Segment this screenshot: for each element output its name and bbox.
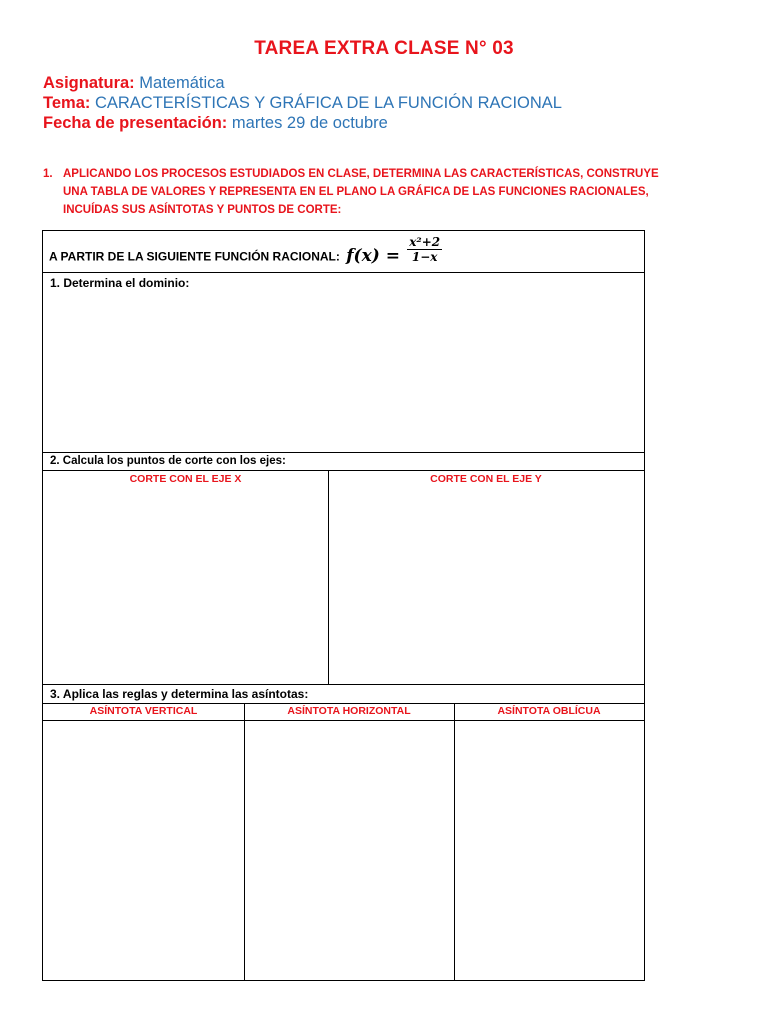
asymptotes-subheader-row — [43, 704, 644, 721]
assignment-meta — [43, 73, 562, 133]
instruction-text: APLICANDO LOS PROCESOS ESTUDIADOS EN CLASE, DETERMINA LAS CARACTERÍSTICAS, CONSTRUYE UNA TABLA DE VALORES Y REPRESENTA EN EL PLANO LA GRÁFICA DE LAS FUNCIONES RACIONALES, INCUÍDAS SUS ASÍNTOTAS Y PUNTOS DE CORTE: — [63, 168, 659, 216]
meta-date — [43, 113, 562, 133]
corte-y-heading: CORTE CON EL EJE Y — [430, 473, 542, 485]
function-denominator: 1−x — [411, 250, 438, 264]
asymptotes-section-label: 3. Aplica las reglas y determina las asíntotas: — [50, 687, 309, 701]
instruction-number: 1. — [43, 168, 53, 180]
intercepts-section-label: 2. Calcula los puntos de corte con los ejes: — [50, 455, 286, 467]
intercepts-body-row — [43, 471, 644, 685]
asymptotes-header-row — [43, 685, 644, 704]
intercepts-header-row — [43, 453, 644, 471]
function-header-label: A PARTIR DE LA SIGUIENTE FUNCIÓN RACIONAL: — [49, 249, 340, 264]
intercepts-divider — [328, 471, 329, 684]
asintota-oblicua-heading: ASÍNTOTA OBLÍCUA — [497, 705, 601, 717]
worksheet-table — [42, 230, 645, 981]
function-numerator: x²+2 — [409, 235, 441, 249]
meta-topic-value: CARACTERÍSTICAS Y GRÁFICA DE LA FUNCIÓN RACIONAL — [94, 94, 562, 112]
asintota-horizontal-heading: ASÍNTOTA HORIZONTAL — [287, 705, 411, 717]
domain-section-label: 1. Determina el dominio: — [50, 276, 190, 290]
asymptotes-body-divider-2 — [454, 721, 455, 980]
corte-x-heading: CORTE CON EL EJE X — [129, 473, 242, 485]
page-title: TAREA EXTRA CLASE N° 03 — [254, 38, 514, 59]
asintota-vertical-heading: ASÍNTOTA VERTICAL — [89, 705, 198, 717]
function-header-row — [43, 231, 644, 273]
meta-subject-key: Asignatura: — [43, 74, 135, 92]
meta-topic — [43, 93, 562, 113]
meta-topic-key: Tema: — [43, 94, 91, 112]
meta-subject-value: Matemática — [139, 74, 225, 92]
function-fraction — [407, 235, 442, 264]
function-lhs: f(x) = — [346, 245, 400, 266]
meta-subject — [43, 73, 562, 93]
domain-section — [43, 273, 644, 453]
meta-date-key: Fecha de presentación: — [43, 114, 228, 132]
asymptotes-body-row — [43, 721, 644, 980]
asymptotes-body-divider-1 — [244, 721, 245, 980]
function-header — [49, 235, 442, 272]
instruction — [43, 165, 663, 219]
meta-date-value: martes 29 de octubre — [231, 114, 388, 132]
